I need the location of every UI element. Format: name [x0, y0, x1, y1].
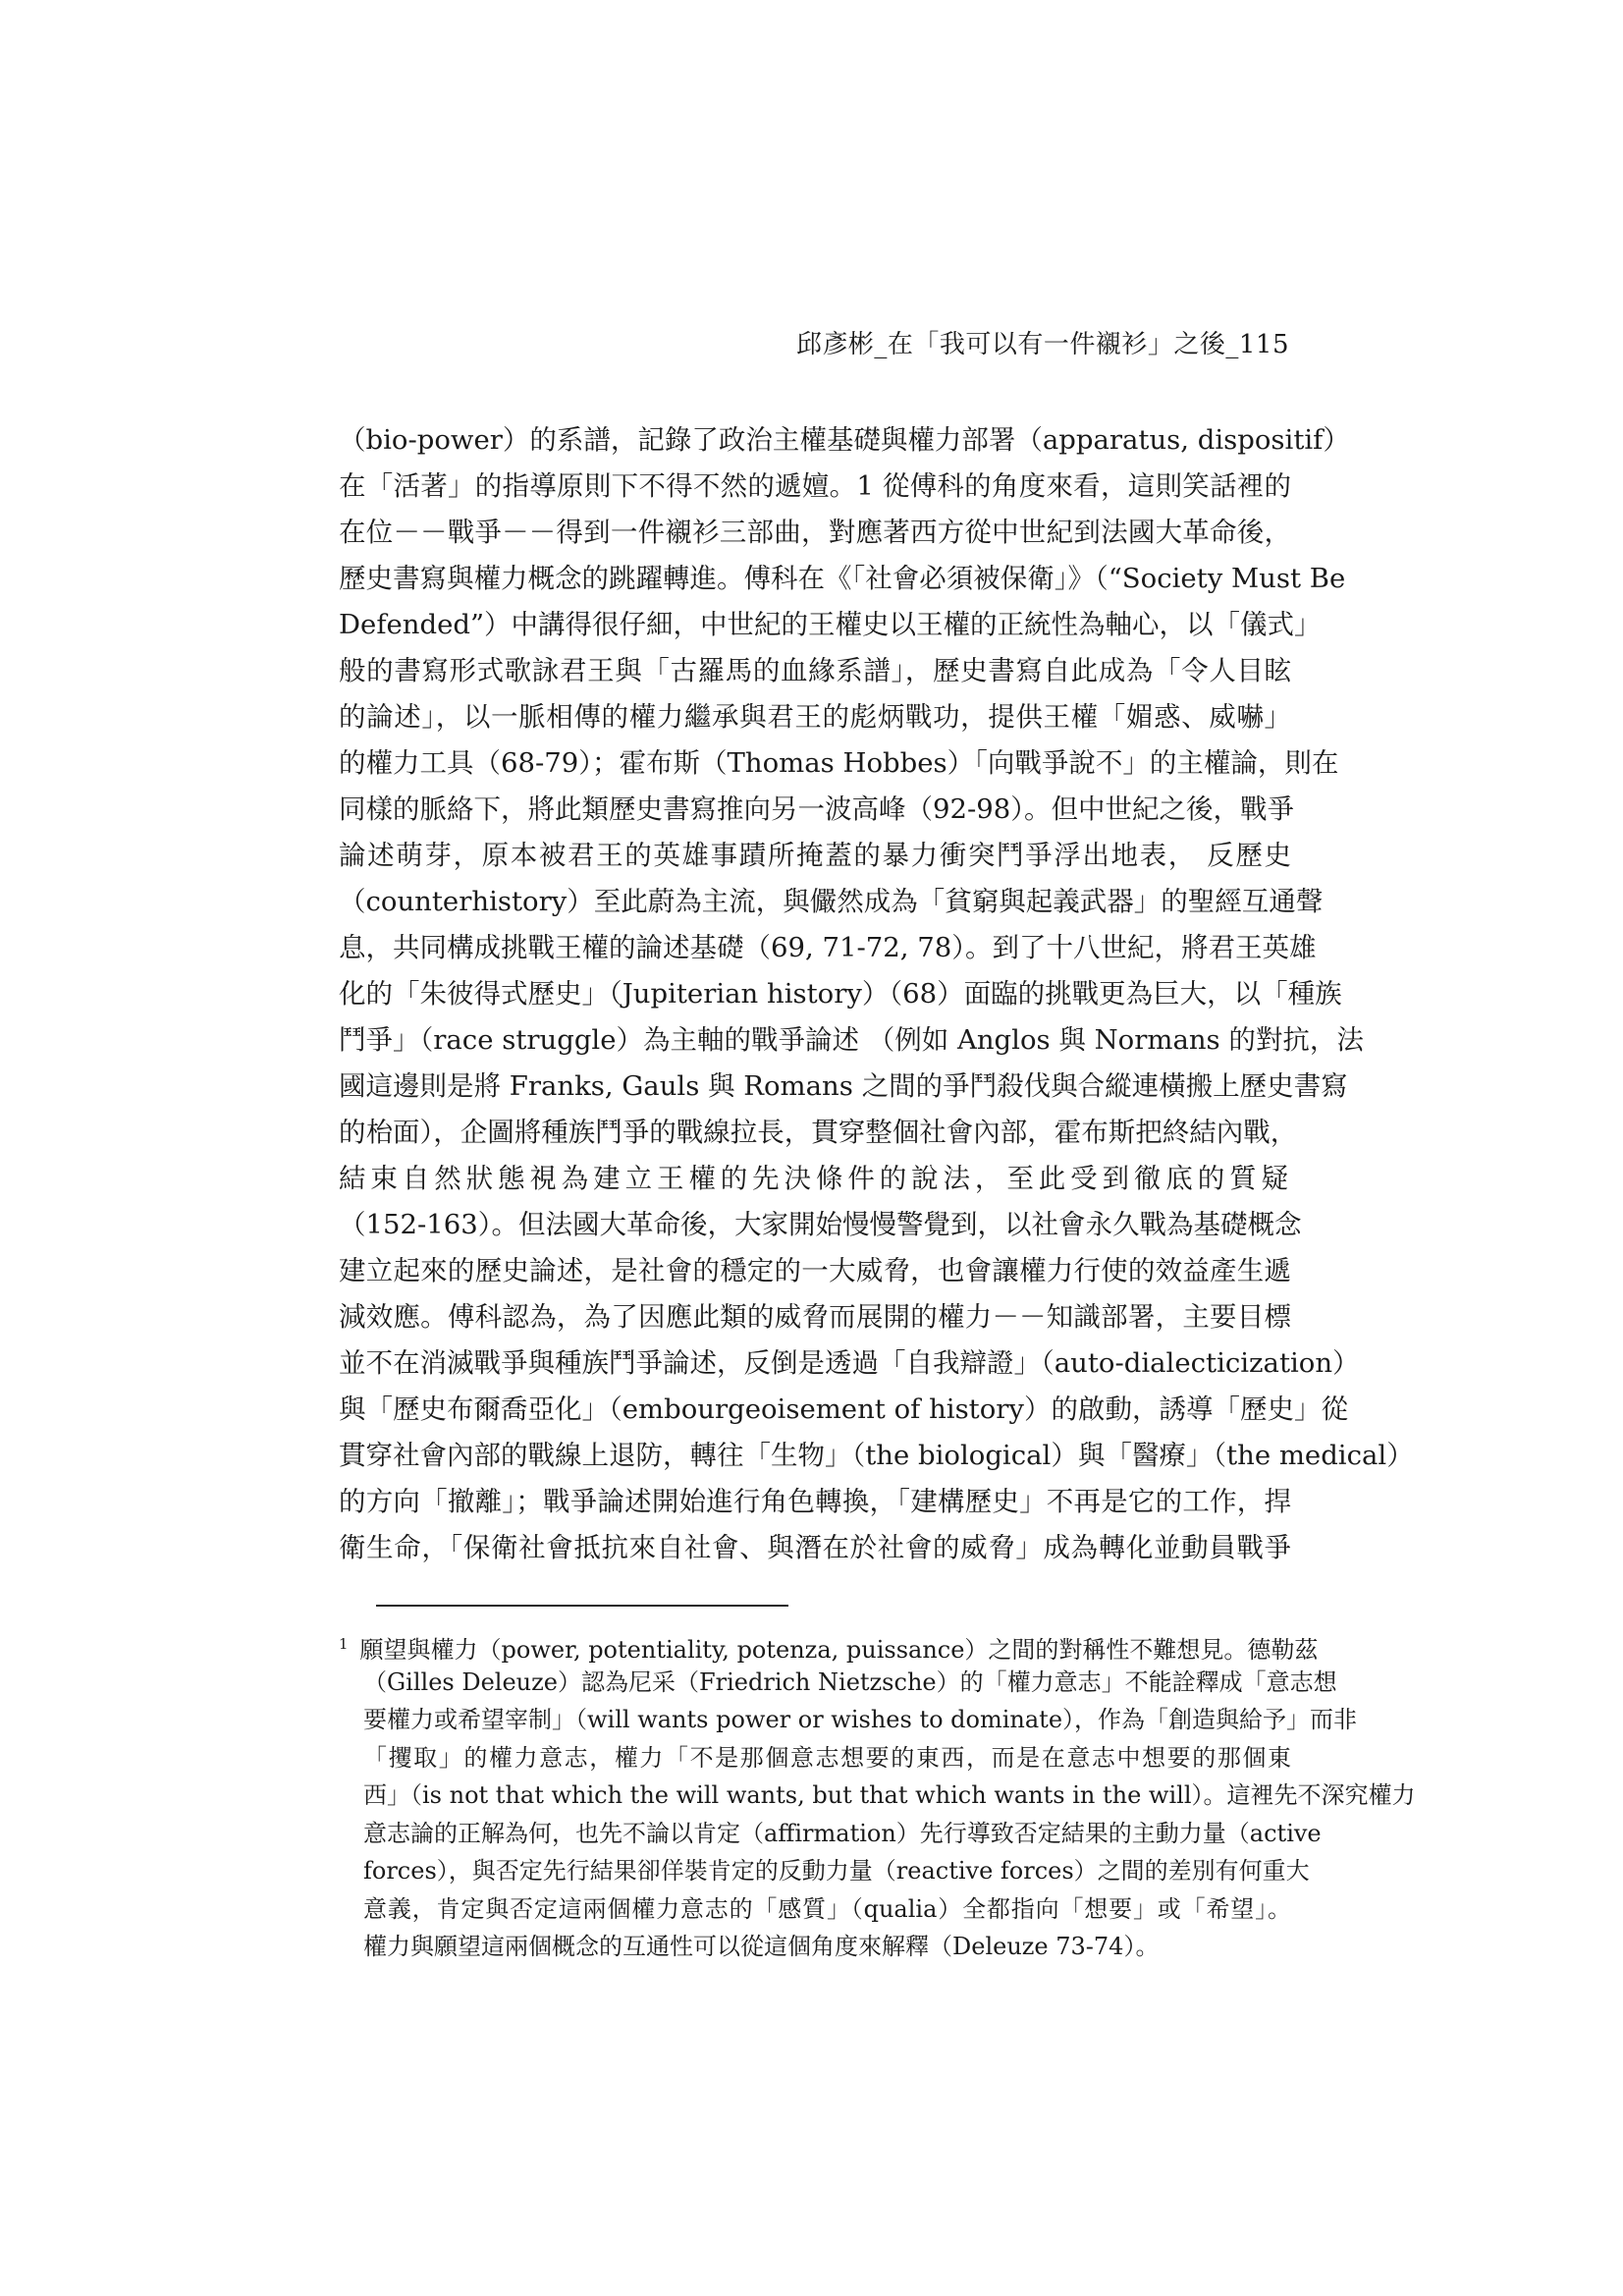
- body-line: （bio-power）的系譜，記錄了政治主權基礎與權力部署（apparatus, dispositif）: [339, 424, 1350, 456]
- body-line: 化的「朱彼得式歷史」（Jupiterian history）（68）面臨的挑戰更為巨大，以「種族: [339, 978, 1342, 1010]
- running-header: 邱彥彬_在「我可以有一件襯衫」之後_115: [795, 330, 1289, 359]
- body-line: 論述萌芽，原本被君王的英雄事蹟所掩蓋的暴力衝突鬥爭浮出地表， 反歷史: [339, 840, 1291, 871]
- footnote-divider: [376, 1605, 788, 1607]
- body-line: 在位－－戰爭－－得到一件襯衫三部曲，對應著西方從中世紀到法國大革命後，: [339, 517, 1291, 548]
- footnote-line: 意義，肯定與否定這兩個權力意志的「感質」（qualia）全都指向「想要」或「希望」。: [363, 1894, 1291, 1923]
- footnote-line: 西」（is not that which the will wants, but that which wants in the will）。這裡先不深究權力: [363, 1781, 1416, 1809]
- body-line: 衛生命，「保衛社會抵抗來自社會、與潛在於社會的威脅」成為轉化並動員戰爭: [339, 1532, 1291, 1563]
- footnote-line: 要權力或希望宰制」（will wants power or wishes to dominate），作為「創造與給予」而非: [363, 1706, 1358, 1733]
- footnote-line: 「攫取」的權力意志，權力「不是那個意志想要的東西，而是在意志中想要的那個東: [363, 1743, 1291, 1772]
- body-line: 同樣的脈絡下，將此類歷史書寫推向另一波高峰（92-98）。但中世紀之後，戰爭: [339, 793, 1295, 825]
- body-line: 鬥爭」（race struggle）為主軸的戰爭論述 （例如 Anglos 與 Normans 的對抗，法: [339, 1024, 1364, 1056]
- body-line: 結束自然狀態視為建立王權的先決條件的說法，至此受到徹底的質疑: [339, 1163, 1291, 1194]
- footnote-line: forces），與否定先行結果卻佯裝肯定的反動力量（reactive forces）之間的差別有何重大: [363, 1857, 1310, 1885]
- body-line: Defended”）中講得很仔細，中世紀的王權史以王權的正統性為軸心，以「儀式」: [339, 609, 1322, 640]
- body-line: 減效應。傅科認為，為了因應此類的威脅而展開的權力－－知識部署，主要目標: [339, 1301, 1291, 1333]
- body-line: 貫穿社會內部的戰線上退防，轉往「生物」（the biological）與「醫療」（the medical）: [339, 1440, 1414, 1471]
- footnote-line: （Gilles Deleuze）認為尼采（Friedrich Nietzsche）的「權力意志」不能詮釋成「意志想: [363, 1667, 1337, 1696]
- footnote-line: [339, 1625, 1319, 1664]
- body-line: 建立起來的歷史論述，是社會的穩定的一大威脅，也會讓權力行使的效益產生遞: [339, 1255, 1291, 1286]
- body-line: 的權力工具（68-79）；霍布斯（Thomas Hobbes）「向戰爭說不」的主權論，則在: [339, 747, 1339, 779]
- body-line: 息，共同構成挑戰王權的論述基礎（69, 71-72, 78）。到了十八世紀，將君王英雄: [339, 932, 1317, 963]
- footnote-line: 權力與願望這兩個概念的互通性可以從這個角度來解釋（Deleuze 73-74）。: [363, 1933, 1160, 1960]
- footnote-line: 意志論的正解為何，也先不論以肯定（affirmation）先行導致否定結果的主動力量（active: [363, 1819, 1322, 1847]
- body-line: 的方向「撤離」；戰爭論述開始進行角色轉換，「建構歷史」不再是它的工作，捍: [339, 1486, 1291, 1517]
- body-line: 的枱面），企圖將種族鬥爭的戰線拉長，貫穿整個社會內部，霍布斯把終結內戰，: [339, 1117, 1298, 1148]
- footnote: [339, 1625, 1416, 1966]
- body-line: 並不在消滅戰爭與種族鬥爭論述，反倒是透過「自我辯證」（auto-dialecticization）: [339, 1347, 1360, 1379]
- body-line: 般的書寫形式歌詠君王與「古羅馬的血緣系譜」，歷史書寫自此成為「令人目眩: [339, 655, 1291, 686]
- body-line: 與「歷史布爾喬亞化」（embourgeoisement of history）的啟動，誘導「歷史」從: [339, 1394, 1348, 1425]
- body-line: （152-163）。但法國大革命後，大家開始慢慢警覺到，以社會永久戰為基礎概念: [339, 1209, 1302, 1240]
- body-line: 的論述」，以一脈相傳的權力繼承與君王的彪炳戰功，提供王權「媚惑、威嚇」: [339, 701, 1291, 733]
- footnote-text: 願望與權力（power, potentiality, potenza, puissance）之間的對稱性不難想見。德勒茲: [359, 1636, 1319, 1664]
- body-text: [339, 417, 1414, 1571]
- body-line: 國這邊則是將 Franks, Gauls 與 Romans 之間的爭鬥殺伐與合縱連橫搬上歷史書寫: [339, 1070, 1348, 1102]
- body-line: 歷史書寫與權力概念的跳躍轉進。傅科在《「社會必須被保衛」》（“Society Must Be: [339, 563, 1346, 594]
- body-line: （counterhistory）至此蔚為主流，與儼然成為「貧窮與起義武器」的聖經互通聲: [339, 886, 1324, 917]
- footnote-marker: 1: [339, 1635, 349, 1653]
- body-line: 在「活著」的指導原則下不得不然的遞嬗。1 從傅科的角度來看，這則笑話裡的: [339, 470, 1291, 502]
